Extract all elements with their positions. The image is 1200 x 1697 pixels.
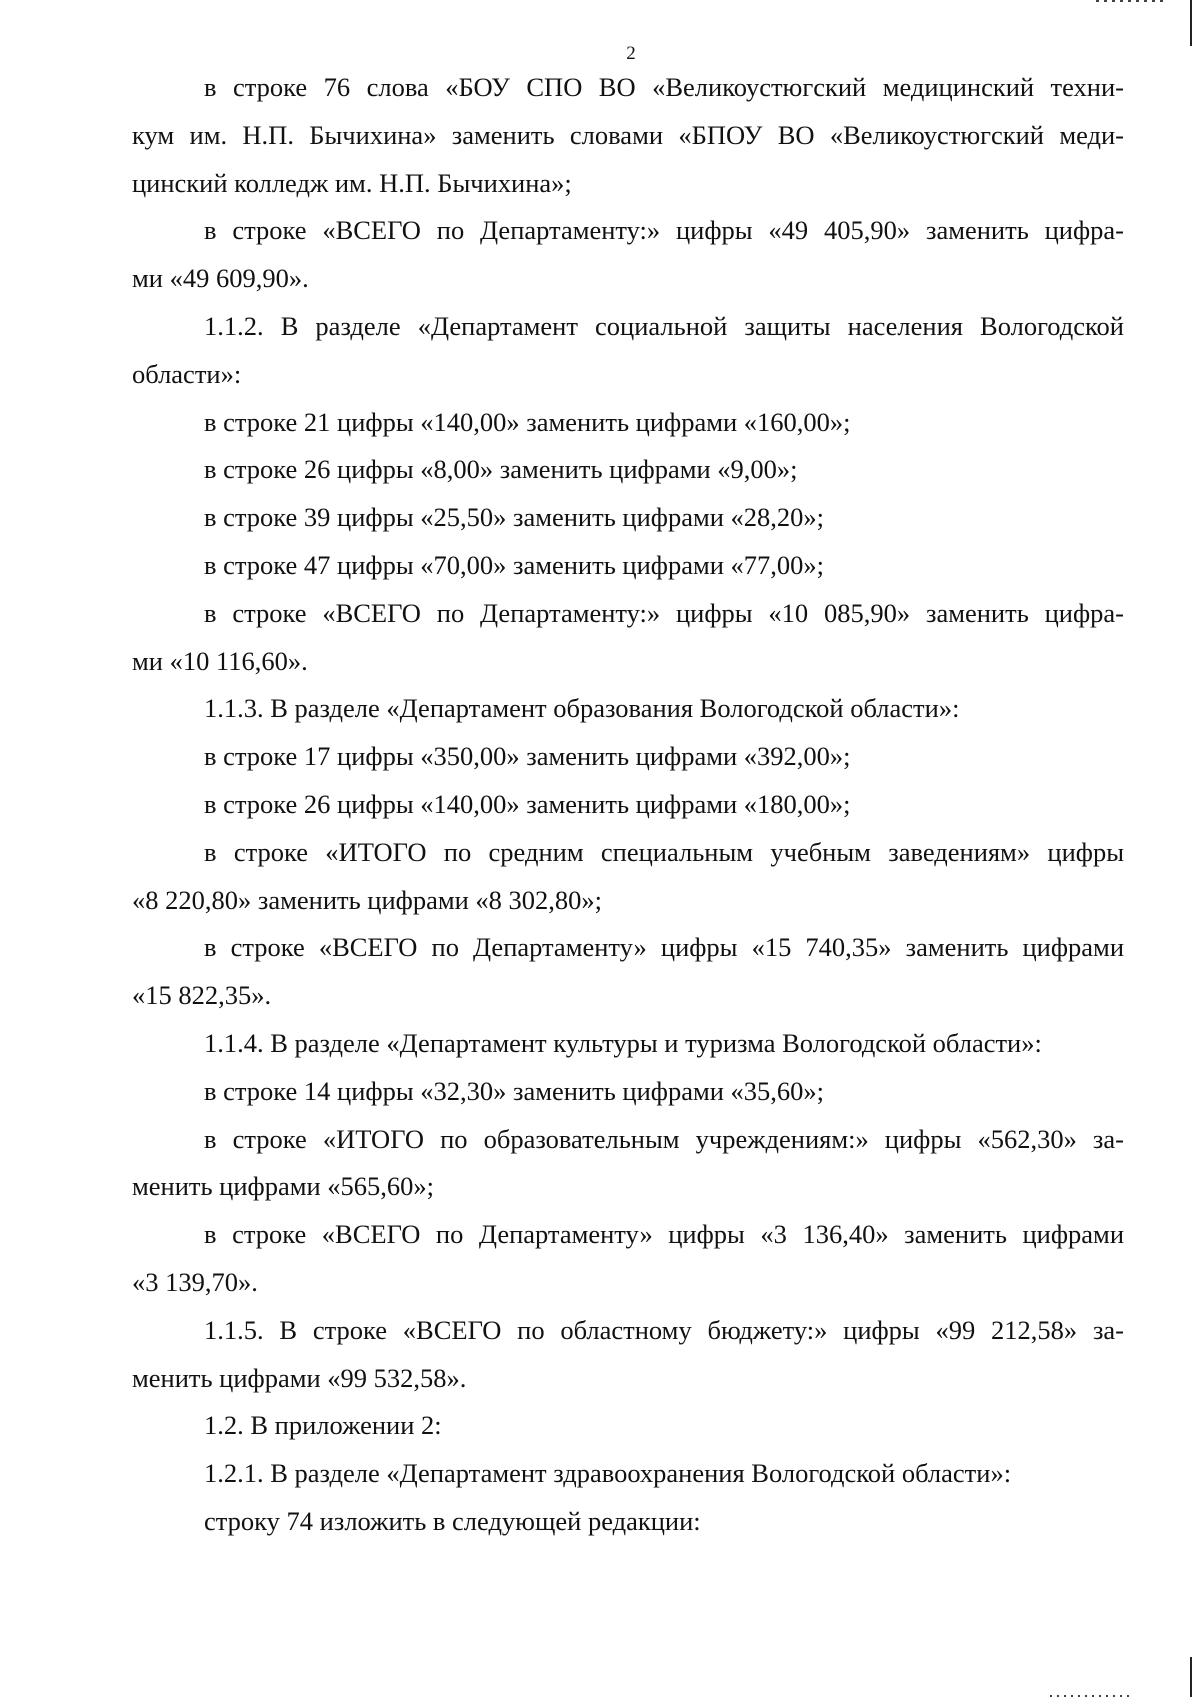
text-line: в строке «ВСЕГО по Департаменту» цифры «15 740,35» заменить цифрами [204,932,1124,963]
paragraph-p9: 1.1.3. В разделе «Департамент образования Вологодской области»: [204,693,960,724]
paragraph-p4: в строке 21 цифры «140,00» заменить цифрами «160,00»; [204,406,851,437]
text-line: цинский колледж им. Н.П. Бычихина»; [132,167,572,198]
paragraph-p3 [132,303,1124,399]
text-line: менить цифрами «99 532,58». [132,1362,467,1393]
paragraph-p20: 1.2.1. В разделе «Департамент здравоохранения Вологодской области»: [204,1458,1012,1489]
paragraph-p8 [132,590,1124,686]
text-line: в строке «ИТОГО по средним специальным учебным заведениям» цифры [204,836,1124,867]
scan-edge-mark [1190,1657,1192,1697]
text-line: ми «10 116,60». [132,645,308,676]
text-line: 1.1.5. В строке «ВСЕГО по областному бюджету:» цифры «99 212,58» за- [204,1314,1124,1345]
text-line: в строке «ВСЕГО по Департаменту» цифры «3 136,40» заменить цифрами [204,1219,1124,1250]
paragraph-p21: строку 74 изложить в следующей редакции: [204,1505,701,1536]
page-number: 2 [626,43,636,64]
paragraph-p15: в строке 14 цифры «32,30» заменить цифрами «35,60»; [204,1075,825,1106]
paragraph-p6: в строке 39 цифры «25,50» заменить цифрами «28,20»; [204,502,825,533]
paragraph-p10: в строке 17 цифры «350,00» заменить цифрами «392,00»; [204,741,851,772]
text-line: в строке «ВСЕГО по Департаменту:» цифры «49 405,90» заменить цифра- [204,215,1124,246]
text-line: кум им. Н.П. Бычихина» заменить словами «БПОУ ВО «Великоустюгский меди- [132,119,1124,150]
paragraph-p5: в строке 26 цифры «8,00» заменить цифрами «9,00»; [204,454,798,485]
paragraph-p14: 1.1.4. В разделе «Департамент культуры и туризма Вологодской области»: [204,1027,1042,1058]
paragraph-p7: в строке 47 цифры «70,00» заменить цифрами «77,00»; [204,549,825,580]
text-line: «15 822,35». [132,980,272,1011]
text-line: в строке 76 слова «БОУ СПО ВО «Великоустюгский медицинский техни- [204,72,1124,102]
paragraph-p13 [132,924,1124,1020]
paragraph-p17 [132,1211,1124,1307]
paragraph-p19: 1.2. В приложении 2: [204,1410,442,1441]
text-line: «3 139,70». [132,1266,258,1297]
paragraph-p2 [132,207,1124,303]
paragraph-p18 [132,1307,1124,1403]
text-line: в строке «ВСЕГО по Департаменту:» цифры «10 085,90» заменить цифра- [204,597,1124,628]
scan-edge-mark [1190,0,1192,46]
document-body [132,64,1124,1546]
paragraph-p12 [132,829,1124,925]
paragraph-p11: в строке 26 цифры «140,00» заменить цифрами «180,00»; [204,788,851,819]
text-line: «8 220,80» заменить цифрами «8 302,80»; [132,884,603,915]
paragraph-p16 [132,1116,1124,1212]
paragraph-p1 [132,64,1124,207]
text-line: области»: [132,358,242,389]
text-line: 1.1.2. В разделе «Департамент социальной защиты населения Вологодской [204,310,1124,341]
scan-edge-dots [1096,0,1166,2]
text-line: менить цифрами «565,60»; [132,1171,435,1202]
text-line: в строке «ИТОГО по образовательным учреждениям:» цифры «562,30» за- [204,1123,1124,1154]
text-line: ми «49 609,90». [132,263,309,294]
